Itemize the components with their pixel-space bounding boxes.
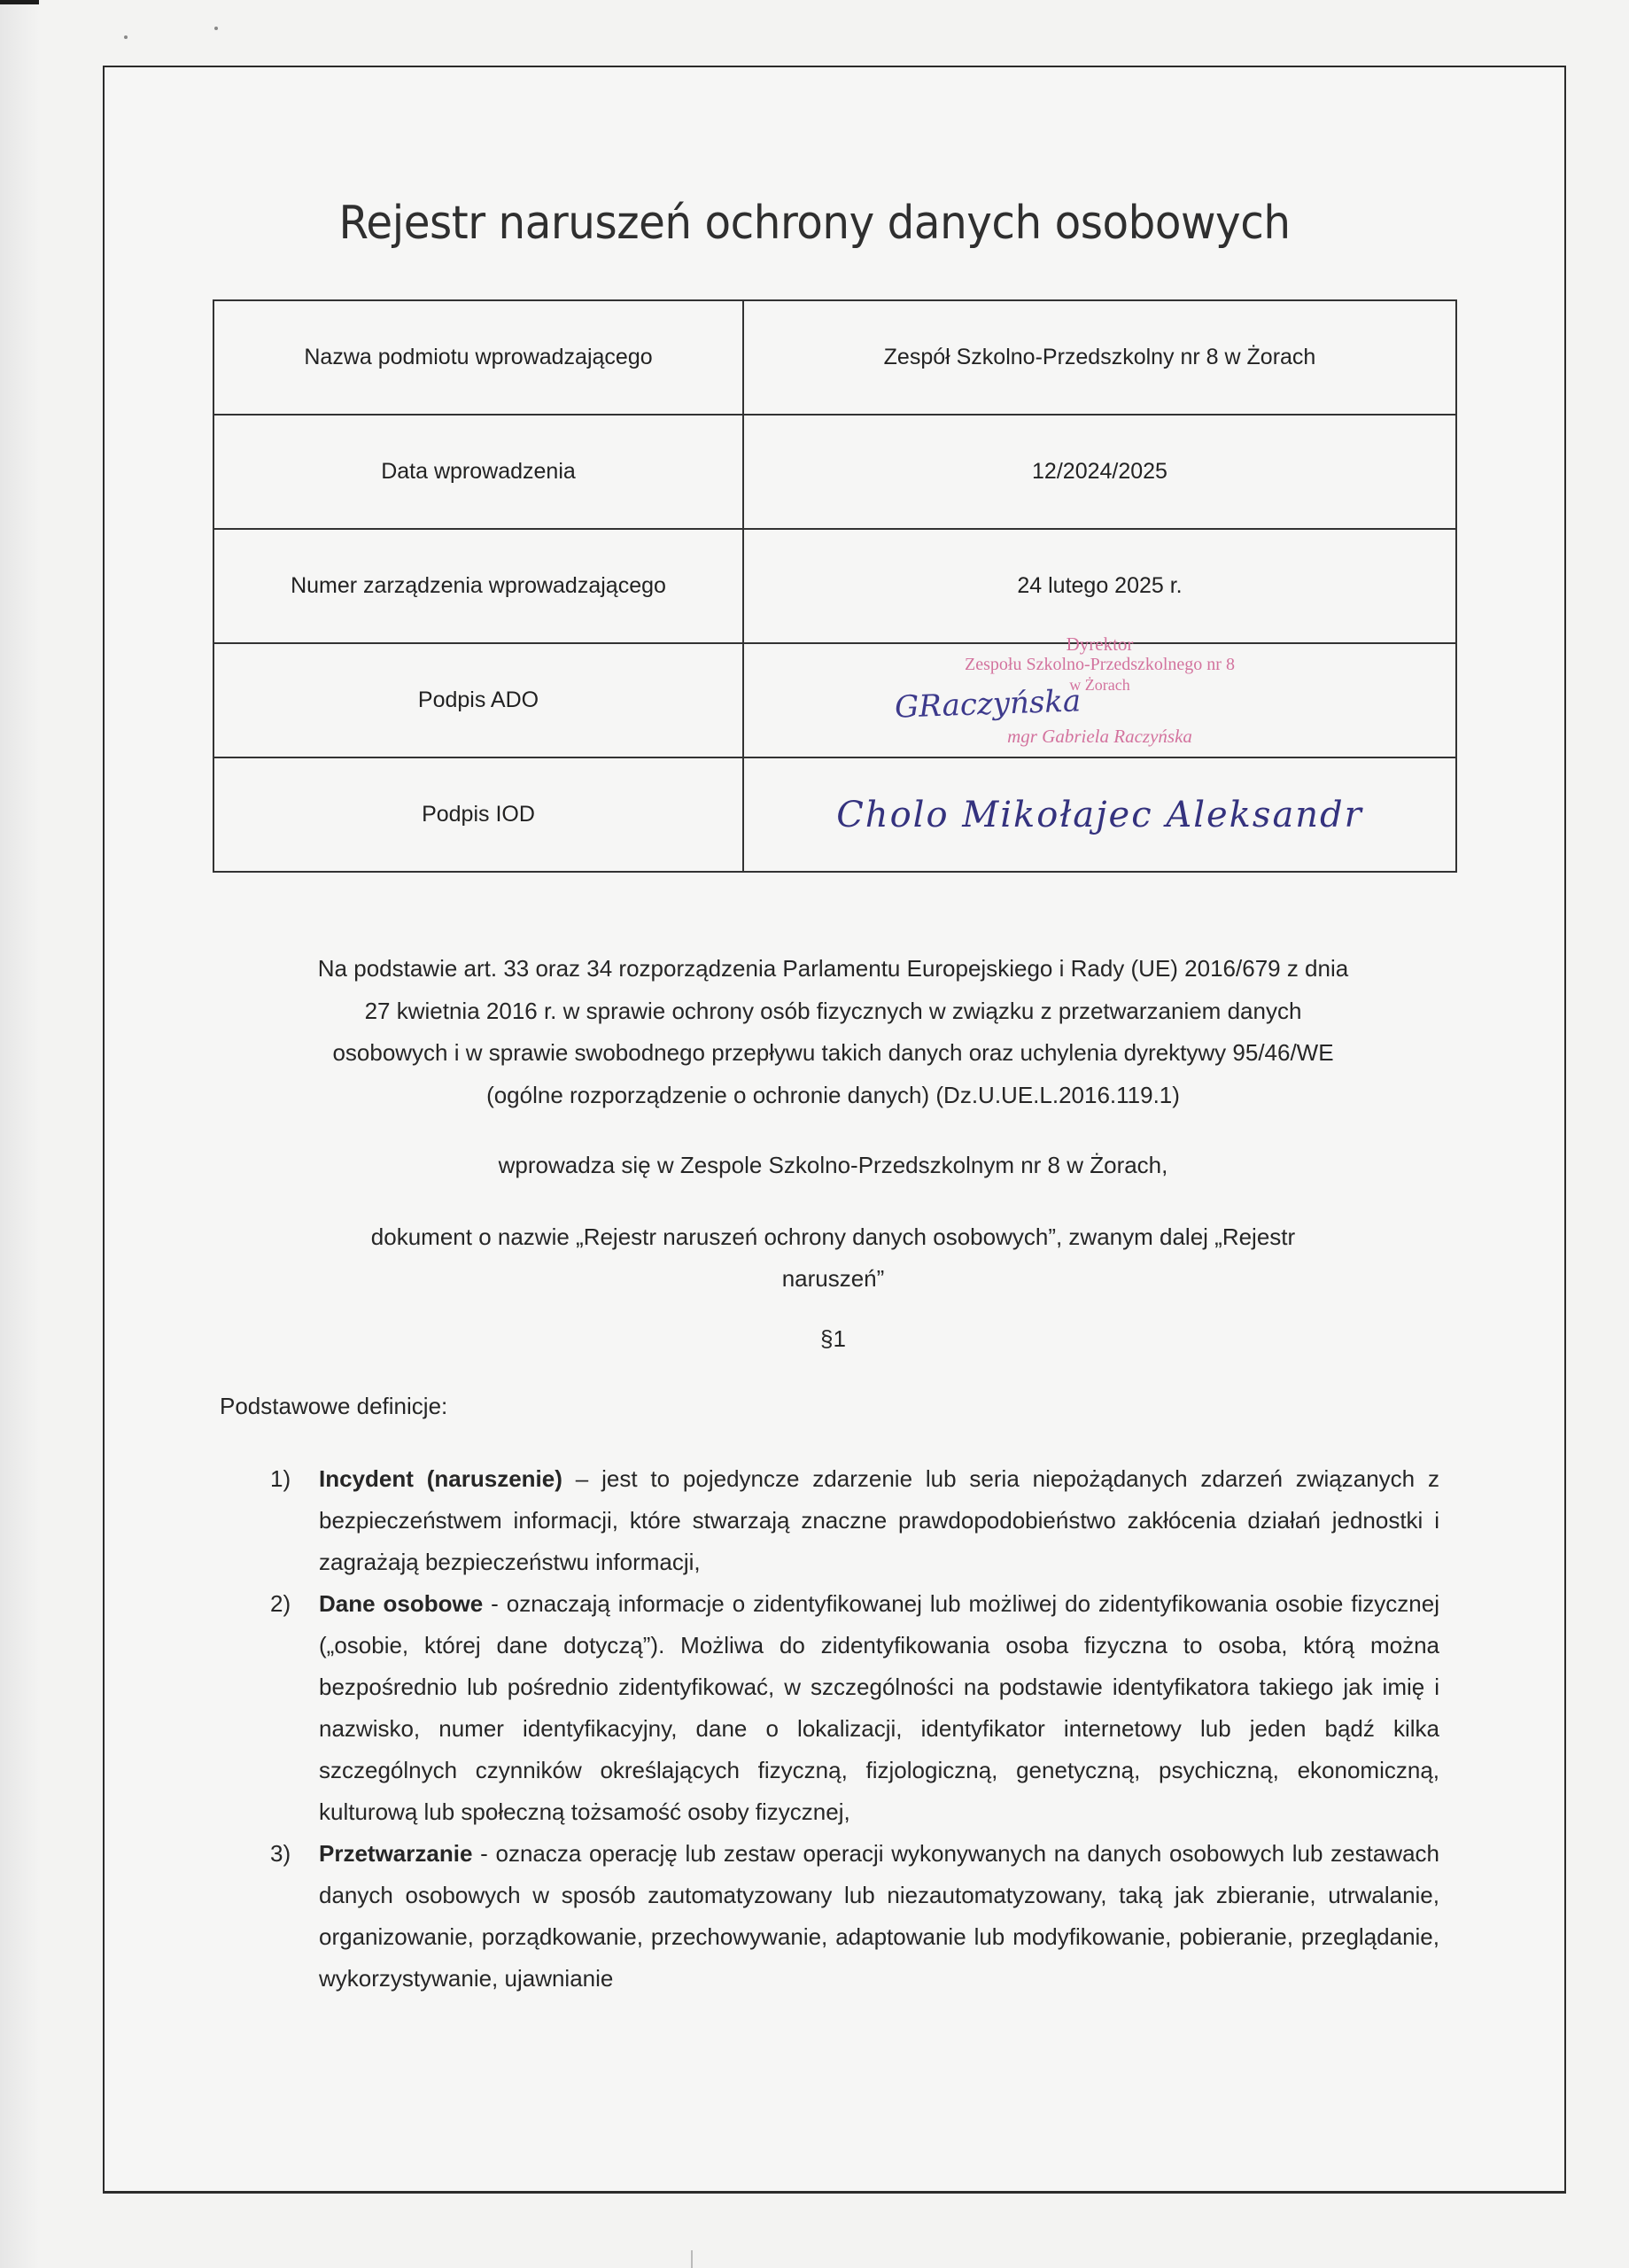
definition-text: oznaczają informacje o zidentyfikowanej lub możliwej do zidentyfikowania osobie fizycznej („osobie, której dane dotyczą”). Możliwa do zidentyfikowania osoba fizyczna to osoba, którą można bezpośrednio lub pośrednio zidentyfikować, w szczególności na podstawie identyfikatora takiego jak imię i nazwisko, numer identyfikacyjny, dane o lokalizacji, identyfikator internetowy lub jeden bądź kilka szczególnych czynników określających fizyczną, fizjologiczną, genetyczną, psychiczną, ekonomiczną, kulturową lub społeczną tożsamość osoby fizycznej, — [319, 1590, 1439, 1825]
table-row — [213, 415, 1456, 529]
definition-separator: – — [562, 1465, 602, 1492]
table-row — [213, 300, 1456, 415]
table-row — [213, 529, 1456, 643]
introduced-in-line: wprowadza się w Zespole Szkolno-Przedszkolnym nr 8 w Żorach, — [498, 1152, 1168, 1178]
scan-speck — [214, 27, 218, 30]
document-name-line: naruszeń” — [781, 1265, 885, 1292]
metadata-table — [213, 299, 1457, 873]
definitions-heading: Podstawowe definicje: — [220, 1393, 448, 1419]
table-row — [213, 643, 1456, 757]
definition-number: 2) — [270, 1590, 291, 1617]
document-name-line: dokument o nazwie „Rejestr naruszeń ochrony danych osobowych”, zwanym dalej „Rejestr — [370, 1223, 1296, 1250]
iod-signature-label: Podpis IOD — [213, 757, 743, 872]
scan-artifact — [691, 2250, 693, 2268]
definitions-list — [270, 1458, 1439, 2000]
document-name-paragraph — [220, 1216, 1447, 1300]
definition-item — [270, 1458, 1439, 1583]
definition-number: 1) — [270, 1465, 291, 1492]
ado-signature-label: Podpis ADO — [213, 643, 743, 757]
stamp-name: mgr Gabriela Raczyńska — [1007, 726, 1192, 747]
stamp-title: Dyrektor — [1066, 633, 1134, 655]
definition-separator: - — [472, 1840, 496, 1867]
ado-signature-cell — [743, 633, 1456, 757]
table-row — [213, 757, 1456, 872]
introduction-date-value: 12/2024/2025 — [743, 415, 1456, 529]
document-title: Rejestr naruszeń ochrony danych osobowych — [338, 197, 1291, 250]
scan-edge — [0, 0, 39, 2268]
stamp-institution: Zespołu Szkolno-Przedszkolnego nr 8 — [965, 655, 1235, 674]
definition-separator: - — [483, 1590, 507, 1617]
definition-text: jest to pojedyncze zdarzenie lub seria niepożądanych zdarzeń związanych z bezpieczeństwem informacji, które stwarzają znaczne prawdopodobieństwo zakłócenia działań jednostki i zagrażają bezpieczeństwu informacji, — [319, 1465, 1439, 1575]
iod-handwritten-signature: Cholo Mikołajec Aleksandr — [836, 794, 1363, 835]
definition-item — [270, 1833, 1439, 2000]
legal-basis-paragraph — [220, 948, 1447, 1116]
definition-text: oznacza operację lub zestaw operacji wykonywanych na danych osobowych lub zestawach danych osobowych w sposób zautomatyzowany lub niezautomatyzowany, taką jak zbieranie, utrwalanie, organizowanie, porządkowanie, przechowywanie, adaptowanie lub modyfikowanie, pobieranie, przeglądanie, wykorzystywanie, ujawnianie — [319, 1840, 1440, 1992]
ordinance-number-value: 24 lutego 2025 r. — [743, 529, 1456, 643]
entity-name-label: Nazwa podmiotu wprowadzającego — [213, 300, 743, 415]
stamp-location: w Żorach — [1069, 676, 1130, 694]
definition-number: 3) — [270, 1840, 291, 1867]
definition-term: Incydent (naruszenie) — [319, 1465, 562, 1492]
ordinance-number-label: Numer zarządzenia wprowadzającego — [213, 529, 743, 643]
scan-speck — [124, 35, 128, 39]
definition-item — [270, 1583, 1439, 1833]
legal-basis-line: 27 kwietnia 2016 r. w sprawie ochrony osób fizycznych w związku z przetwarzaniem danych — [364, 997, 1302, 1024]
director-stamp — [744, 633, 1455, 757]
entity-name-value: Zespół Szkolno-Przedszkolny nr 8 w Żorach — [743, 300, 1456, 415]
ado-handwritten-signature: GRaczyńska — [894, 683, 1082, 726]
legal-basis-line: Na podstawie art. 33 oraz 34 rozporządzenia Parlamentu Europejskiego i Rady (UE) 2016/679 z dnia — [317, 955, 1349, 982]
definition-term: Przetwarzanie — [319, 1840, 473, 1867]
iod-signature-cell — [743, 757, 1456, 872]
scan-mark — [0, 0, 39, 4]
introduction-date-label: Data wprowadzenia — [213, 415, 743, 529]
legal-basis-line: osobowych i w sprawie swobodnego przepływu takich danych oraz uchylenia dyrektywy 95/46/WE — [332, 1039, 1334, 1066]
definition-term: Dane osobowe — [319, 1590, 484, 1617]
section-heading: §1 — [820, 1325, 846, 1352]
legal-basis-line: (ogólne rozporządzenie o ochronie danych) (Dz.U.UE.L.2016.119.1) — [486, 1081, 1180, 1108]
